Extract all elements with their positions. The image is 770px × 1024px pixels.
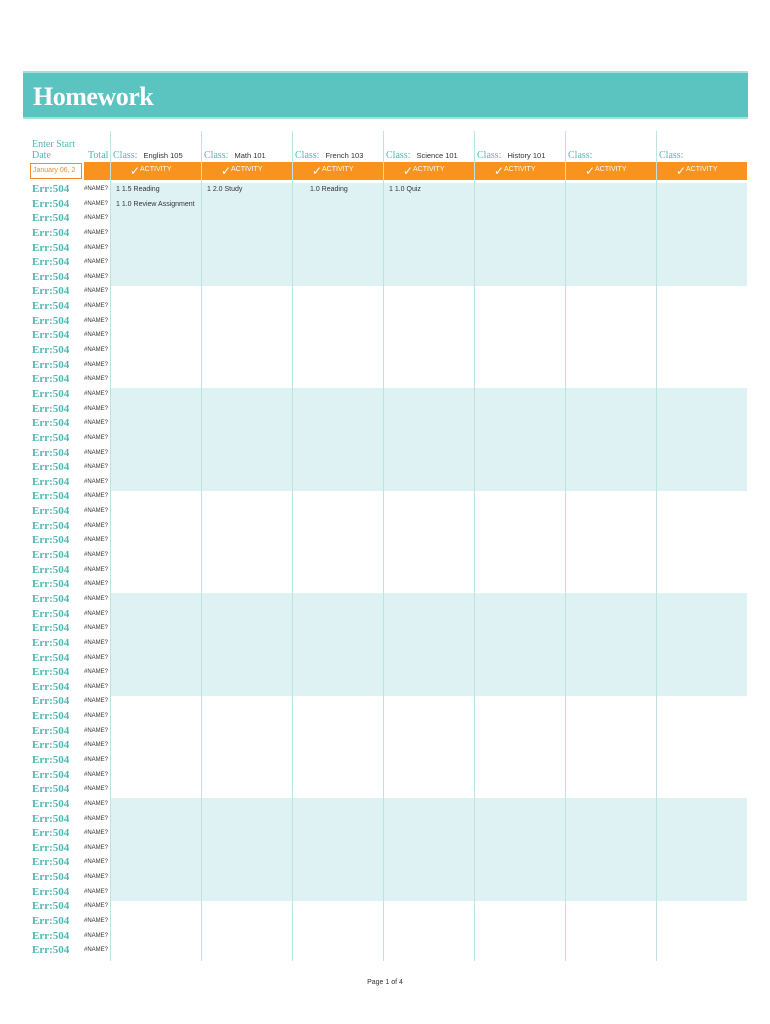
table-row xyxy=(30,871,110,886)
total-cell: #NAME? xyxy=(84,288,109,295)
date-cell: Err:504 xyxy=(32,270,70,283)
total-cell: #NAME? xyxy=(84,610,109,617)
total-cell: #NAME? xyxy=(84,639,109,646)
total-cell: #NAME? xyxy=(84,420,109,427)
total-cell: #NAME? xyxy=(84,317,109,324)
date-cell: Err:504 xyxy=(32,505,70,518)
activity-label: ACTIVITY xyxy=(140,166,172,173)
table-row xyxy=(30,271,110,286)
total-cell: #NAME? xyxy=(84,786,109,793)
table-row xyxy=(30,476,110,491)
table-row xyxy=(30,256,110,271)
total-cell: #NAME? xyxy=(84,186,109,192)
table-row xyxy=(30,461,110,476)
total-cell: #NAME? xyxy=(84,244,109,251)
total-cell: #NAME? xyxy=(84,683,109,690)
table-row xyxy=(30,490,110,505)
total-cell: #NAME? xyxy=(84,332,109,339)
total-cell: #NAME? xyxy=(84,903,109,910)
total-cell: #NAME? xyxy=(84,713,109,720)
table-row xyxy=(30,447,110,462)
date-cell: Err:504 xyxy=(32,900,70,913)
activity-header-4 xyxy=(474,162,565,180)
total-cell: #NAME? xyxy=(84,537,109,544)
date-cell: Err:504 xyxy=(32,915,70,928)
total-cell: #NAME? xyxy=(84,434,109,441)
date-cell: Err:504 xyxy=(32,534,70,547)
class-header-4 xyxy=(477,150,545,162)
total-cell: #NAME? xyxy=(84,229,109,236)
date-cell: Err:504 xyxy=(32,680,70,693)
table-row xyxy=(30,930,110,945)
total-cell: #NAME? xyxy=(84,273,109,280)
activity-header-0 xyxy=(110,162,201,180)
total-cell: #NAME? xyxy=(84,405,109,412)
date-cell: Err:504 xyxy=(32,490,70,503)
check-icon: ✓ xyxy=(676,164,687,178)
column-divider xyxy=(383,131,384,961)
table-row xyxy=(30,549,110,564)
check-icon: ✓ xyxy=(130,164,141,178)
table-row xyxy=(30,534,110,549)
date-cell: Err:504 xyxy=(32,944,70,957)
column-divider xyxy=(110,131,111,961)
column-divider xyxy=(292,131,293,961)
total-cell: #NAME? xyxy=(84,259,109,266)
total-cell: #NAME? xyxy=(84,595,109,602)
week-band xyxy=(110,388,747,491)
total-cell: #NAME? xyxy=(84,947,109,954)
date-cell: Err:504 xyxy=(32,885,70,898)
total-cell: #NAME? xyxy=(84,215,109,222)
total-cell: #NAME? xyxy=(84,625,109,632)
date-cell: Err:504 xyxy=(32,871,70,884)
table-row xyxy=(30,593,110,608)
table-row xyxy=(30,520,110,535)
date-cell: Err:504 xyxy=(32,592,70,605)
total-cell: #NAME? xyxy=(84,449,109,456)
date-cell: Err:504 xyxy=(32,841,70,854)
table-row xyxy=(30,754,110,769)
class-header-0 xyxy=(113,150,183,162)
date-cell: Err:504 xyxy=(32,285,70,298)
table-row xyxy=(30,505,110,520)
week-band xyxy=(110,183,747,286)
class-name[interactable]: History 101 xyxy=(507,151,546,160)
date-cell: Err:504 xyxy=(32,344,70,357)
class-label: Class: xyxy=(568,150,593,161)
total-cell: #NAME? xyxy=(84,932,109,939)
table-row xyxy=(30,300,110,315)
table-row xyxy=(30,359,110,374)
table-row xyxy=(30,827,110,842)
date-cell: Err:504 xyxy=(32,226,70,239)
total-cell: #NAME? xyxy=(84,508,109,515)
table-row xyxy=(30,315,110,330)
table-row xyxy=(30,622,110,637)
date-cell: Err:504 xyxy=(32,827,70,840)
date-cell: Err:504 xyxy=(32,475,70,488)
total-cell: #NAME? xyxy=(84,464,109,471)
class-name[interactable]: Science 101 xyxy=(416,151,458,160)
date-cell: Err:504 xyxy=(32,519,70,532)
date-cell: Err:504 xyxy=(32,387,70,400)
check-icon: ✓ xyxy=(312,164,323,178)
table-row xyxy=(30,564,110,579)
activity-label: ACTIVITY xyxy=(413,166,445,173)
page-title: Homework xyxy=(33,82,154,111)
date-cell: Err:504 xyxy=(32,666,70,679)
date-cell: Err:504 xyxy=(32,607,70,620)
table-row xyxy=(30,373,110,388)
date-cell: Err:504 xyxy=(32,549,70,562)
class-label: Class: xyxy=(113,150,138,161)
total-cell: #NAME? xyxy=(84,888,109,895)
table-row xyxy=(30,725,110,740)
date-cell: Err:504 xyxy=(32,431,70,444)
table-row xyxy=(30,944,110,959)
class-label: Class: xyxy=(386,150,411,161)
date-cell: Err:504 xyxy=(32,739,70,752)
column-divider xyxy=(656,131,657,961)
homework-entry[interactable]: 1 1.0 Quiz xyxy=(389,186,421,193)
date-cell: Err:504 xyxy=(32,417,70,430)
date-cell: Err:504 xyxy=(32,256,70,269)
class-label: Class: xyxy=(477,150,502,161)
class-header-2 xyxy=(295,150,363,162)
table-row xyxy=(30,813,110,828)
total-cell: #NAME? xyxy=(84,347,109,354)
table-row xyxy=(30,329,110,344)
date-cell: Err:504 xyxy=(32,373,70,386)
table-row xyxy=(30,856,110,871)
week-band xyxy=(110,798,747,901)
activity-label: ACTIVITY xyxy=(322,166,354,173)
date-cell: Err:504 xyxy=(32,812,70,825)
date-cell: Err:504 xyxy=(32,183,70,195)
total-cell: #NAME? xyxy=(84,844,109,851)
date-cell: Err:504 xyxy=(32,212,70,225)
date-cell: Err:504 xyxy=(32,622,70,635)
table-row xyxy=(30,344,110,359)
activity-label: ACTIVITY xyxy=(686,166,718,173)
table-row xyxy=(30,783,110,798)
date-cell: Err:504 xyxy=(32,329,70,342)
enter-start-date-label: Enter Start Date xyxy=(32,139,76,161)
total-cell: #NAME? xyxy=(84,874,109,881)
total-cell: #NAME? xyxy=(84,303,109,310)
total-cell: #NAME? xyxy=(84,815,109,822)
table-row xyxy=(30,198,110,213)
total-cell: #NAME? xyxy=(84,859,109,866)
total-cell: #NAME? xyxy=(84,698,109,705)
date-cell: Err:504 xyxy=(32,797,70,810)
table-row xyxy=(30,227,110,242)
table-row xyxy=(30,739,110,754)
total-cell: #NAME? xyxy=(84,800,109,807)
date-cell: Err:504 xyxy=(32,578,70,591)
table-row xyxy=(30,798,110,813)
total-cell: #NAME? xyxy=(84,522,109,529)
class-header-5 xyxy=(568,150,598,162)
date-cell: Err:504 xyxy=(32,402,70,415)
activity-label: ACTIVITY xyxy=(231,166,263,173)
activity-label: ACTIVITY xyxy=(595,166,627,173)
total-cell: #NAME? xyxy=(84,669,109,676)
table-row xyxy=(30,432,110,447)
total-cell: #NAME? xyxy=(84,654,109,661)
total-cell: #NAME? xyxy=(84,830,109,837)
class-label: Class: xyxy=(659,150,684,161)
class-label: Class: xyxy=(295,150,320,161)
page-number: Page 1 of 4 xyxy=(367,979,403,986)
column-divider xyxy=(565,131,566,961)
week-band xyxy=(110,593,747,696)
check-icon: ✓ xyxy=(221,164,232,178)
class-header-6 xyxy=(659,150,689,162)
total-label: Total xyxy=(88,150,109,161)
date-cell: Err:504 xyxy=(32,197,70,210)
table-row xyxy=(30,769,110,784)
class-name[interactable]: French 103 xyxy=(325,151,364,160)
column-divider xyxy=(474,131,475,961)
check-icon: ✓ xyxy=(403,164,414,178)
title-banner xyxy=(23,71,748,119)
total-cell: #NAME? xyxy=(84,756,109,763)
total-cell: #NAME? xyxy=(84,552,109,559)
date-cell: Err:504 xyxy=(32,710,70,723)
table-row xyxy=(30,886,110,901)
check-icon: ✓ xyxy=(585,164,596,178)
total-cell: #NAME? xyxy=(84,771,109,778)
total-cell: #NAME? xyxy=(84,918,109,925)
table-row xyxy=(30,608,110,623)
activity-header-5 xyxy=(565,162,656,180)
total-cell: #NAME? xyxy=(84,390,109,397)
table-row xyxy=(30,842,110,857)
total-cell: #NAME? xyxy=(84,478,109,485)
total-cell: #NAME? xyxy=(84,376,109,383)
class-name[interactable]: English 105 xyxy=(143,151,183,160)
activity-header-1 xyxy=(201,162,292,180)
date-cell: Err:504 xyxy=(32,783,70,796)
class-label: Class: xyxy=(204,150,229,161)
check-icon: ✓ xyxy=(494,164,505,178)
date-cell: Err:504 xyxy=(32,358,70,371)
class-header-3 xyxy=(386,150,458,162)
date-cell: Err:504 xyxy=(32,300,70,313)
table-row xyxy=(30,681,110,696)
date-cell: Err:504 xyxy=(32,241,70,254)
date-cell: Err:504 xyxy=(32,856,70,869)
date-cell: Err:504 xyxy=(32,636,70,649)
column-divider xyxy=(201,131,202,961)
table-row xyxy=(30,212,110,227)
homework-entry[interactable]: 1 2.0 Study xyxy=(207,186,243,193)
table-row xyxy=(30,710,110,725)
activity-header-6 xyxy=(656,162,747,180)
table-row xyxy=(30,242,110,257)
table-row xyxy=(30,695,110,710)
table-row xyxy=(30,403,110,418)
date-cell: Err:504 xyxy=(32,446,70,459)
date-cell: Err:504 xyxy=(32,929,70,942)
table-row xyxy=(30,578,110,593)
date-cell: Err:504 xyxy=(32,314,70,327)
table-row xyxy=(30,666,110,681)
date-cell: Err:504 xyxy=(32,768,70,781)
table-row xyxy=(30,900,110,915)
date-cell: Err:504 xyxy=(32,563,70,576)
total-cell: #NAME? xyxy=(84,493,109,500)
date-cell: Err:504 xyxy=(32,724,70,737)
date-cell: Err:504 xyxy=(32,753,70,766)
homework-entry[interactable]: 1.0 Reading xyxy=(310,186,348,193)
table-row xyxy=(30,637,110,652)
class-name[interactable]: Math 101 xyxy=(234,151,266,160)
table-row xyxy=(30,915,110,930)
table-row xyxy=(30,652,110,667)
activity-header-2 xyxy=(292,162,383,180)
activity-header-3 xyxy=(383,162,474,180)
table-row xyxy=(30,285,110,300)
date-cell: Err:504 xyxy=(32,695,70,708)
table-row xyxy=(30,417,110,432)
activity-label: ACTIVITY xyxy=(504,166,536,173)
total-cell: #NAME? xyxy=(84,727,109,734)
total-cell: #NAME? xyxy=(84,200,109,207)
table-row xyxy=(30,388,110,403)
date-cell: Err:504 xyxy=(32,461,70,474)
start-date-input[interactable]: January 06, 2 xyxy=(30,163,82,179)
total-cell: #NAME? xyxy=(84,566,109,573)
homework-entry[interactable]: 1 1.0 Review Assignment xyxy=(116,200,195,208)
total-cell: #NAME? xyxy=(84,361,109,368)
total-header-bar xyxy=(84,162,110,180)
class-header-1 xyxy=(204,150,266,162)
homework-entry[interactable]: 1 1.5 Reading xyxy=(116,186,160,193)
date-cell: Err:504 xyxy=(32,651,70,664)
total-cell: #NAME? xyxy=(84,742,109,749)
total-cell: #NAME? xyxy=(84,581,109,588)
date-rows xyxy=(30,183,110,959)
table-row xyxy=(30,183,110,198)
